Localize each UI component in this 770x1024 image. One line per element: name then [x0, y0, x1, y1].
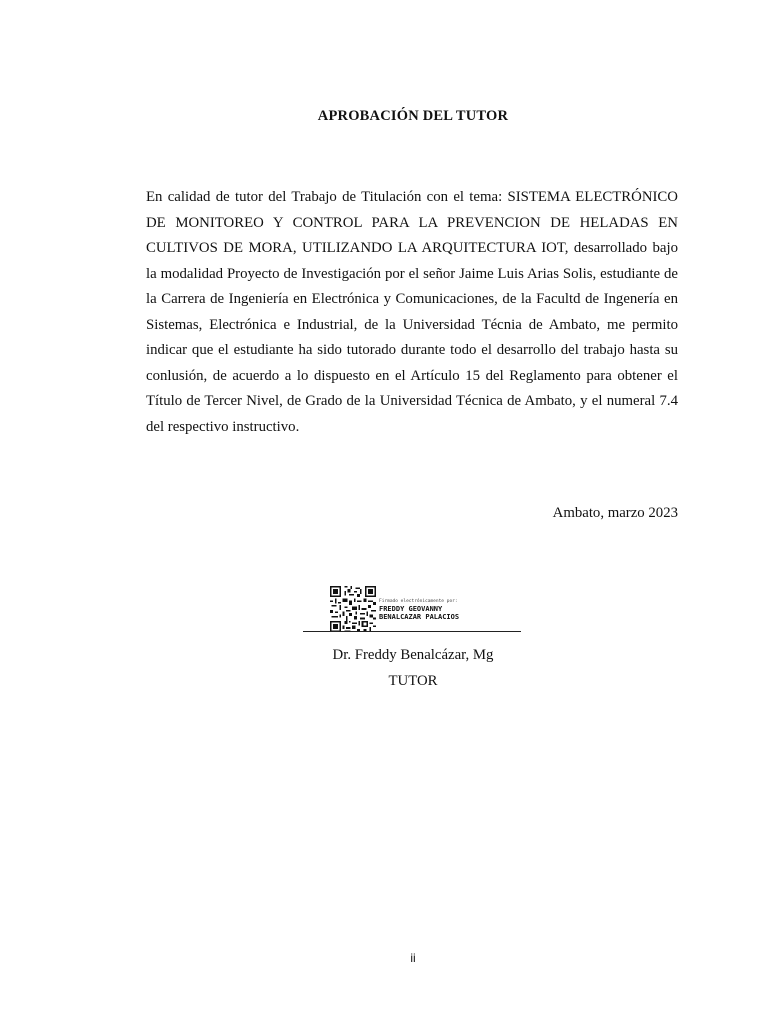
signature-caption: Firmado electrónicamente por: — [379, 599, 458, 604]
signature-name-line2: BENALCAZAR PALACIOS — [379, 613, 460, 621]
approval-paragraph: En calidad de tutor del Trabajo de Titulación con el tema: SISTEMA ELECTRÓNICO DE MONITOREO Y CONTROL PARA LA PREVENCION DE HELADAS EN CULTIVOS DE MORA, UTILIZANDO LA ARQUITECTURA IOT, desarrollado bajo la modalidad Proyecto de Investigación por el señor Jaime Luis Arias Solis, estudiante de la Carrera de Ingeniería en Electrónica y Comunicaciones, de la Facultd de Ingenería en Sistemas, Electrónica e Industrial, de la Universidad Técnia de Ambato, me permito indicar que el estudiante ha sido tutorado durante todo el desarrollo del trabajo hasta su conlusión, de acuerdo a lo dispuesto en el Artículo 15 del Reglamento para obtener el Título de Tercer Nivel, de Grado de la Universidad Técnica de Ambato, y el numeral 7.4 del respectivo instructivo. — [146, 189, 678, 435]
signature-text — [379, 599, 459, 621]
qr-code-icon — [330, 586, 376, 632]
place-date: Ambato, marzo 2023 — [552, 505, 678, 521]
signature-name-line1: FREDDY GEOVANNY — [379, 605, 443, 613]
signer-role: TUTOR — [388, 673, 438, 689]
page-number: ii — [410, 951, 416, 965]
signature-line — [303, 631, 521, 632]
page-title: APROBACIÓN DEL TUTOR — [317, 108, 509, 124]
signer-name: Dr. Freddy Benalcázar, Mg — [332, 647, 494, 663]
electronic-signature — [330, 585, 459, 633]
